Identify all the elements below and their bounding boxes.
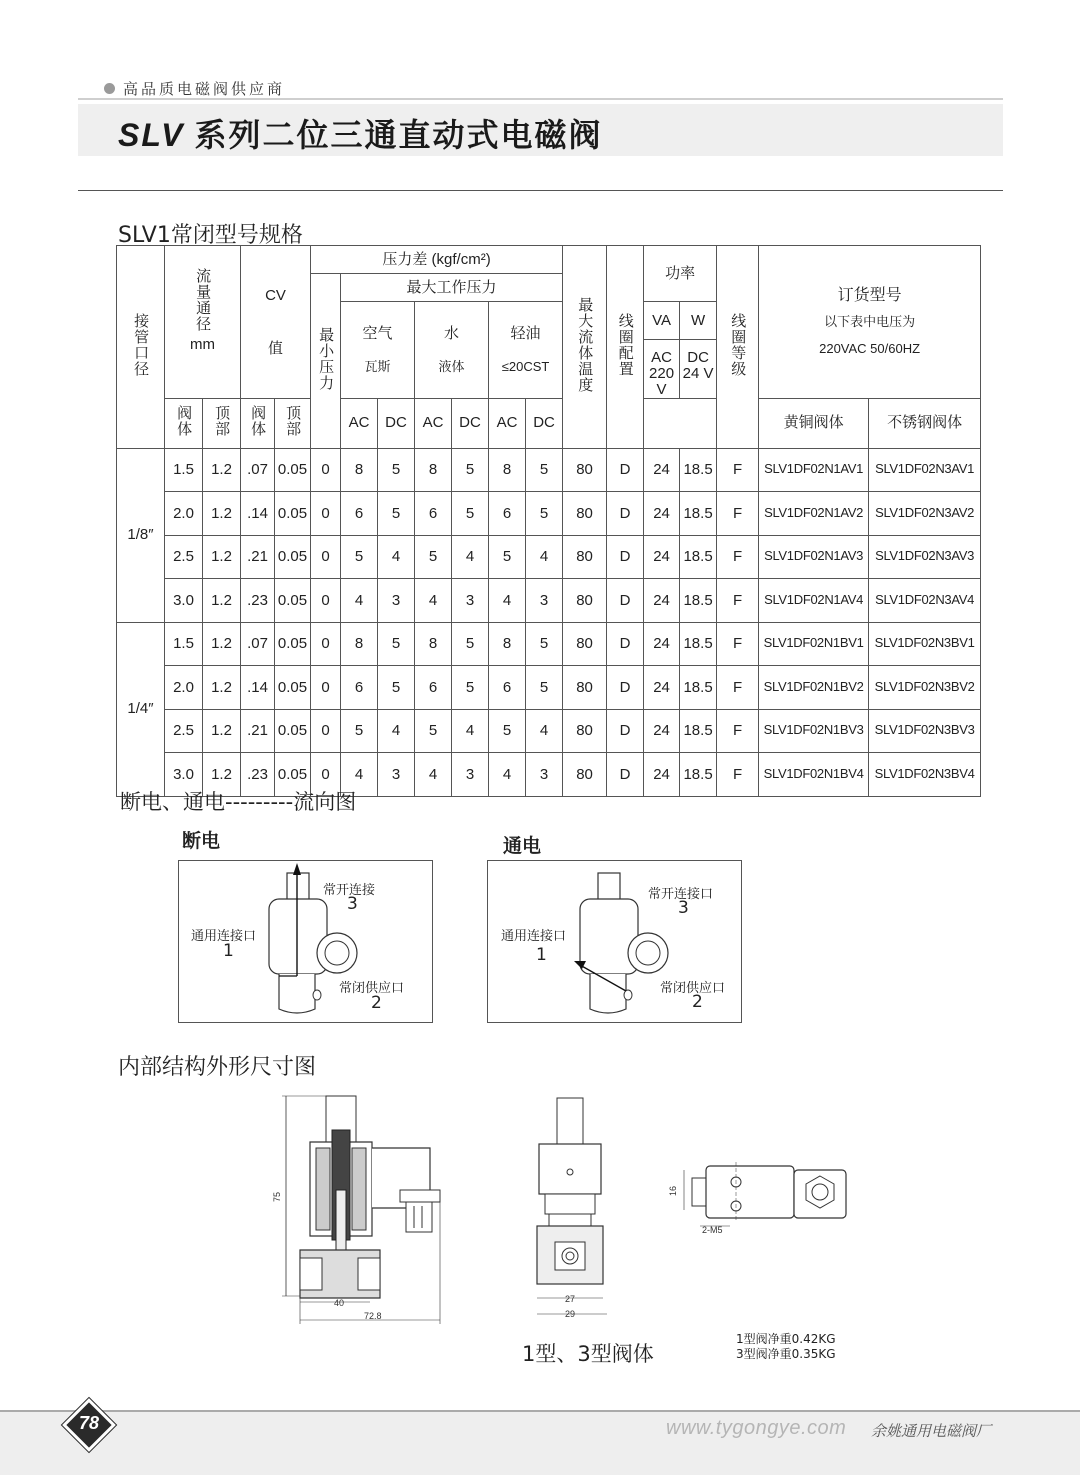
spec-cell: 0 — [311, 492, 341, 536]
spec-cell: 3 — [378, 753, 415, 797]
dim-height: 75 — [272, 1191, 283, 1203]
model-cell: SLV1DF02N1AV4 — [759, 579, 869, 623]
spec-cell: 18.5 — [680, 709, 717, 753]
flow-on-diagram — [487, 860, 742, 1023]
spec-cell: 0 — [311, 709, 341, 753]
hdr-max-work-pressure: 最大工作压力 — [341, 274, 563, 302]
spec-cell: 0 — [311, 535, 341, 579]
hdr-cv: CV 值 — [241, 246, 311, 399]
spec-cell: 8 — [341, 448, 378, 492]
hdr-va: VA AC 220 V — [644, 302, 680, 399]
spec-cell: 5 — [378, 666, 415, 710]
spec-cell: 5 — [341, 535, 378, 579]
spec-cell: 6 — [415, 492, 452, 536]
spec-cell: 3 — [526, 753, 563, 797]
off-port1-num: 1 — [223, 941, 234, 961]
side-view-drawing — [525, 1092, 615, 1324]
spec-cell: 4 — [489, 753, 526, 797]
hdr-pipe-size: 接管口径 — [117, 246, 165, 449]
spec-cell: 5 — [526, 666, 563, 710]
dim-top-h: 16 — [668, 1185, 679, 1197]
model-cell: SLV1DF02N1BV4 — [759, 753, 869, 797]
spec-cell: F — [717, 579, 759, 623]
spec-cell: 0.05 — [275, 492, 311, 536]
hdr-air: 空气 瓦斯 — [341, 302, 415, 399]
tagline-text: 高品质电磁阀供应商 — [123, 80, 286, 98]
hdr-max-temp: 最大流体温度 — [563, 246, 607, 449]
dim-width-inner: 40 — [334, 1298, 345, 1308]
weight-type1: 1型阀净重0.42KG — [736, 1332, 836, 1346]
spec-table — [116, 245, 981, 797]
spec-cell: 80 — [563, 709, 607, 753]
spec-cell: 80 — [563, 666, 607, 710]
footer-rule — [0, 1410, 1080, 1412]
hdr-water-dc: DC — [452, 398, 489, 448]
spec-cell: D — [607, 622, 644, 666]
spec-cell: .07 — [241, 448, 275, 492]
model-cell: SLV1DF02N3AV3 — [869, 535, 981, 579]
spec-cell: 0 — [311, 448, 341, 492]
weight-notes — [736, 1332, 836, 1362]
spec-cell: D — [607, 448, 644, 492]
spec-cell: .14 — [241, 666, 275, 710]
spec-cell: 5 — [378, 448, 415, 492]
hdr-stainless-body: 不锈钢阀体 — [869, 398, 981, 448]
hdr-min-pressure: 最小压力 — [311, 274, 341, 449]
spec-cell: 5 — [452, 492, 489, 536]
spec-cell: 4 — [341, 579, 378, 623]
spec-cell: F — [717, 709, 759, 753]
spec-cell: 80 — [563, 622, 607, 666]
spec-cell: F — [717, 448, 759, 492]
spec-cell: 5 — [489, 535, 526, 579]
spec-cell: 4 — [415, 753, 452, 797]
off-port3-num: 3 — [347, 894, 358, 914]
hdr-top-cv: 顶部 — [275, 398, 311, 448]
spec-cell: 1.2 — [203, 448, 241, 492]
model-cell: SLV1DF02N3BV1 — [869, 622, 981, 666]
hdr-pressure-diff: 压力差 (kgf/cm²) — [311, 246, 563, 274]
hdr-power: 功率 — [644, 246, 717, 302]
section-divider — [78, 190, 1003, 191]
spec-cell: .23 — [241, 753, 275, 797]
spec-cell: .07 — [241, 622, 275, 666]
table-row — [117, 579, 981, 623]
dim-side-b: 29 — [565, 1309, 576, 1319]
spec-cell: D — [607, 753, 644, 797]
spec-cell: D — [607, 709, 644, 753]
spec-cell: 4 — [452, 709, 489, 753]
spec-cell: .21 — [241, 535, 275, 579]
dim-width-total: 72.8 — [364, 1311, 382, 1321]
spec-cell: 5 — [452, 666, 489, 710]
spec-cell: 0.05 — [275, 579, 311, 623]
hdr-oil-dc: DC — [526, 398, 563, 448]
spec-cell: 18.5 — [680, 579, 717, 623]
spec-cell: 8 — [489, 622, 526, 666]
pipe-size-cell: 1/8″ — [117, 448, 165, 622]
header-tagline — [104, 78, 285, 99]
table-row — [117, 666, 981, 710]
spec-cell: 6 — [489, 666, 526, 710]
spec-cell: 5 — [378, 492, 415, 536]
weight-type3: 3型阀净重0.35KG — [736, 1347, 836, 1361]
table-row — [117, 622, 981, 666]
hdr-brass-body: 黄铜阀体 — [759, 398, 869, 448]
spec-cell: 4 — [341, 753, 378, 797]
spec-cell: 2.0 — [165, 492, 203, 536]
spec-cell: 0.05 — [275, 709, 311, 753]
flow-off-diagram — [178, 860, 433, 1023]
spec-cell: 0 — [311, 579, 341, 623]
model-cell: SLV1DF02N3AV1 — [869, 448, 981, 492]
spec-cell: 5 — [452, 448, 489, 492]
hdr-flow-dia: 流量通径 mm — [165, 246, 241, 399]
spec-cell: 6 — [341, 666, 378, 710]
model-cell: SLV1DF02N1AV2 — [759, 492, 869, 536]
drawing-caption: 1型、3型阀体 — [522, 1342, 654, 1366]
spec-cell: D — [607, 492, 644, 536]
off-port2-name: 常闭供应口 — [339, 981, 405, 996]
hdr-order-model: 订货型号 以下表中电压为 220VAC 50/60HZ — [759, 246, 981, 399]
spec-cell: 18.5 — [680, 753, 717, 797]
on-port2-name: 常闭供应口 — [660, 981, 726, 996]
model-cell: SLV1DF02N3AV4 — [869, 579, 981, 623]
header-rule — [78, 98, 1003, 100]
off-port1-name: 通用连接口 — [191, 929, 257, 944]
table-row — [117, 492, 981, 536]
spec-cell: 3 — [452, 753, 489, 797]
model-cell: SLV1DF02N3AV2 — [869, 492, 981, 536]
hdr-air-dc: DC — [378, 398, 415, 448]
on-port3-name: 常开连接口 — [648, 887, 714, 902]
table-row — [117, 448, 981, 492]
spec-cell: 2.0 — [165, 666, 203, 710]
spec-cell: 5 — [489, 709, 526, 753]
spec-cell: 0 — [311, 666, 341, 710]
spec-cell: 4 — [415, 579, 452, 623]
spec-cell: 80 — [563, 535, 607, 579]
spec-cell: 5 — [526, 448, 563, 492]
spec-cell: 3 — [452, 579, 489, 623]
spec-cell: 18.5 — [680, 622, 717, 666]
spec-cell: .14 — [241, 492, 275, 536]
spec-cell: 8 — [341, 622, 378, 666]
spec-cell: 24 — [644, 579, 680, 623]
spec-cell: 80 — [563, 579, 607, 623]
spec-cell: 0.05 — [275, 622, 311, 666]
spec-cell: 0.05 — [275, 535, 311, 579]
spec-cell: 4 — [526, 535, 563, 579]
cross-section-drawing — [270, 1090, 450, 1330]
bullet-dot-icon — [104, 83, 115, 94]
spec-cell: 18.5 — [680, 535, 717, 579]
hdr-air-ac: AC — [341, 398, 378, 448]
spec-cell: 1.5 — [165, 622, 203, 666]
model-cell: SLV1DF02N3BV4 — [869, 753, 981, 797]
spec-cell: .23 — [241, 579, 275, 623]
spec-cell: 18.5 — [680, 448, 717, 492]
hdr-oil-ac: AC — [489, 398, 526, 448]
spec-cell: F — [717, 622, 759, 666]
spec-cell: 24 — [644, 753, 680, 797]
hdr-power-blank — [644, 398, 717, 448]
spec-cell: 24 — [644, 666, 680, 710]
structure-section-title: 内部结构外形尺寸图 — [118, 1055, 317, 1080]
spec-cell: 4 — [378, 535, 415, 579]
spec-cell: D — [607, 535, 644, 579]
table-row — [117, 535, 981, 579]
hdr-body-flow: 阀体 — [165, 398, 203, 448]
hdr-coil-class: 线圈等级 — [717, 246, 759, 449]
spec-cell: 80 — [563, 448, 607, 492]
on-port1-num: 1 — [536, 945, 547, 965]
model-cell: SLV1DF02N3BV3 — [869, 709, 981, 753]
spec-cell: 6 — [415, 666, 452, 710]
spec-cell: 1.2 — [203, 579, 241, 623]
hdr-top-flow: 顶部 — [203, 398, 241, 448]
spec-cell: 2.5 — [165, 709, 203, 753]
spec-cell: 1.2 — [203, 709, 241, 753]
spec-cell: 5 — [415, 535, 452, 579]
spec-cell: 24 — [644, 448, 680, 492]
hdr-light-oil: 轻油 ≤20CST — [489, 302, 563, 399]
spec-cell: 5 — [526, 622, 563, 666]
spec-cell: 24 — [644, 535, 680, 579]
spec-cell: 5 — [452, 622, 489, 666]
spec-cell: 8 — [489, 448, 526, 492]
spec-cell: 0.05 — [275, 666, 311, 710]
flow-off-label: 断电 — [182, 830, 221, 852]
spec-cell: 1.2 — [203, 666, 241, 710]
spec-cell: 0 — [311, 622, 341, 666]
spec-cell: 3.0 — [165, 753, 203, 797]
spec-cell: 0.05 — [275, 448, 311, 492]
model-cell: SLV1DF02N1BV1 — [759, 622, 869, 666]
on-port2-num: 2 — [692, 992, 703, 1012]
spec-cell: 18.5 — [680, 666, 717, 710]
hdr-w: W DC 24 V — [680, 302, 717, 399]
hdr-water-ac: AC — [415, 398, 452, 448]
spec-cell: F — [717, 535, 759, 579]
spec-cell: 4 — [452, 535, 489, 579]
spec-cell: 3.0 — [165, 579, 203, 623]
spec-cell: 5 — [378, 622, 415, 666]
spec-cell: 5 — [415, 709, 452, 753]
off-port3-name: 常开连接 — [323, 883, 376, 898]
footer-company: 余姚通用电磁阀厂 — [871, 1422, 992, 1440]
model-cell: SLV1DF02N1BV2 — [759, 666, 869, 710]
spec-cell: 1.2 — [203, 753, 241, 797]
spec-cell: .21 — [241, 709, 275, 753]
spec-cell: 4 — [489, 579, 526, 623]
hdr-coil-config: 线圈配置 — [607, 246, 644, 449]
on-port1-name: 通用连接口 — [501, 929, 567, 944]
spec-cell: D — [607, 579, 644, 623]
pipe-size-cell: 1/4″ — [117, 622, 165, 796]
spec-section-title: SLV1常闭型号规格 — [118, 223, 303, 248]
spec-cell: 1.2 — [203, 535, 241, 579]
spec-cell: 8 — [415, 622, 452, 666]
spec-cell: 0 — [311, 753, 341, 797]
spec-cell: 1.2 — [203, 622, 241, 666]
spec-cell: 3 — [526, 579, 563, 623]
hdr-body-cv: 阀体 — [241, 398, 275, 448]
spec-cell: D — [607, 666, 644, 710]
spec-cell: 24 — [644, 492, 680, 536]
spec-cell: F — [717, 666, 759, 710]
spec-cell: 5 — [341, 709, 378, 753]
spec-table-body — [117, 448, 981, 796]
spec-cell: 3 — [378, 579, 415, 623]
model-cell: SLV1DF02N1AV1 — [759, 448, 869, 492]
off-port2-num: 2 — [371, 993, 382, 1013]
spec-cell: 80 — [563, 492, 607, 536]
spec-cell: 80 — [563, 753, 607, 797]
spec-cell: 2.5 — [165, 535, 203, 579]
spec-cell: 0.05 — [275, 753, 311, 797]
model-cell: SLV1DF02N1AV3 — [759, 535, 869, 579]
spec-cell: 4 — [378, 709, 415, 753]
title-band — [78, 104, 1003, 156]
table-row — [117, 709, 981, 753]
spec-cell: 24 — [644, 709, 680, 753]
spec-cell: 1.5 — [165, 448, 203, 492]
flow-on-label: 通电 — [503, 835, 542, 857]
spec-cell: 18.5 — [680, 492, 717, 536]
top-view-drawing — [670, 1160, 860, 1240]
spec-cell: F — [717, 492, 759, 536]
page-title: SLV 系列二位三通直动式电磁阀 — [118, 116, 603, 154]
flow-section-title: 断电、通电---------流向图 — [120, 790, 357, 814]
spec-cell: 8 — [415, 448, 452, 492]
spec-cell: 6 — [489, 492, 526, 536]
dim-side-a: 27 — [565, 1294, 576, 1304]
spec-cell: 1.2 — [203, 492, 241, 536]
model-cell: SLV1DF02N3BV2 — [869, 666, 981, 710]
spec-cell: 24 — [644, 622, 680, 666]
on-port3-num: 3 — [678, 898, 689, 918]
spec-cell: 4 — [526, 709, 563, 753]
hdr-water: 水 液体 — [415, 302, 489, 399]
footer-url: www.tygongye.com — [666, 1417, 847, 1439]
model-cell: SLV1DF02N1BV3 — [759, 709, 869, 753]
spec-cell: F — [717, 753, 759, 797]
page-number: 78 — [78, 1413, 100, 1433]
spec-cell: 5 — [526, 492, 563, 536]
spec-cell: 6 — [341, 492, 378, 536]
dim-thread: 2-M5 — [702, 1225, 723, 1235]
